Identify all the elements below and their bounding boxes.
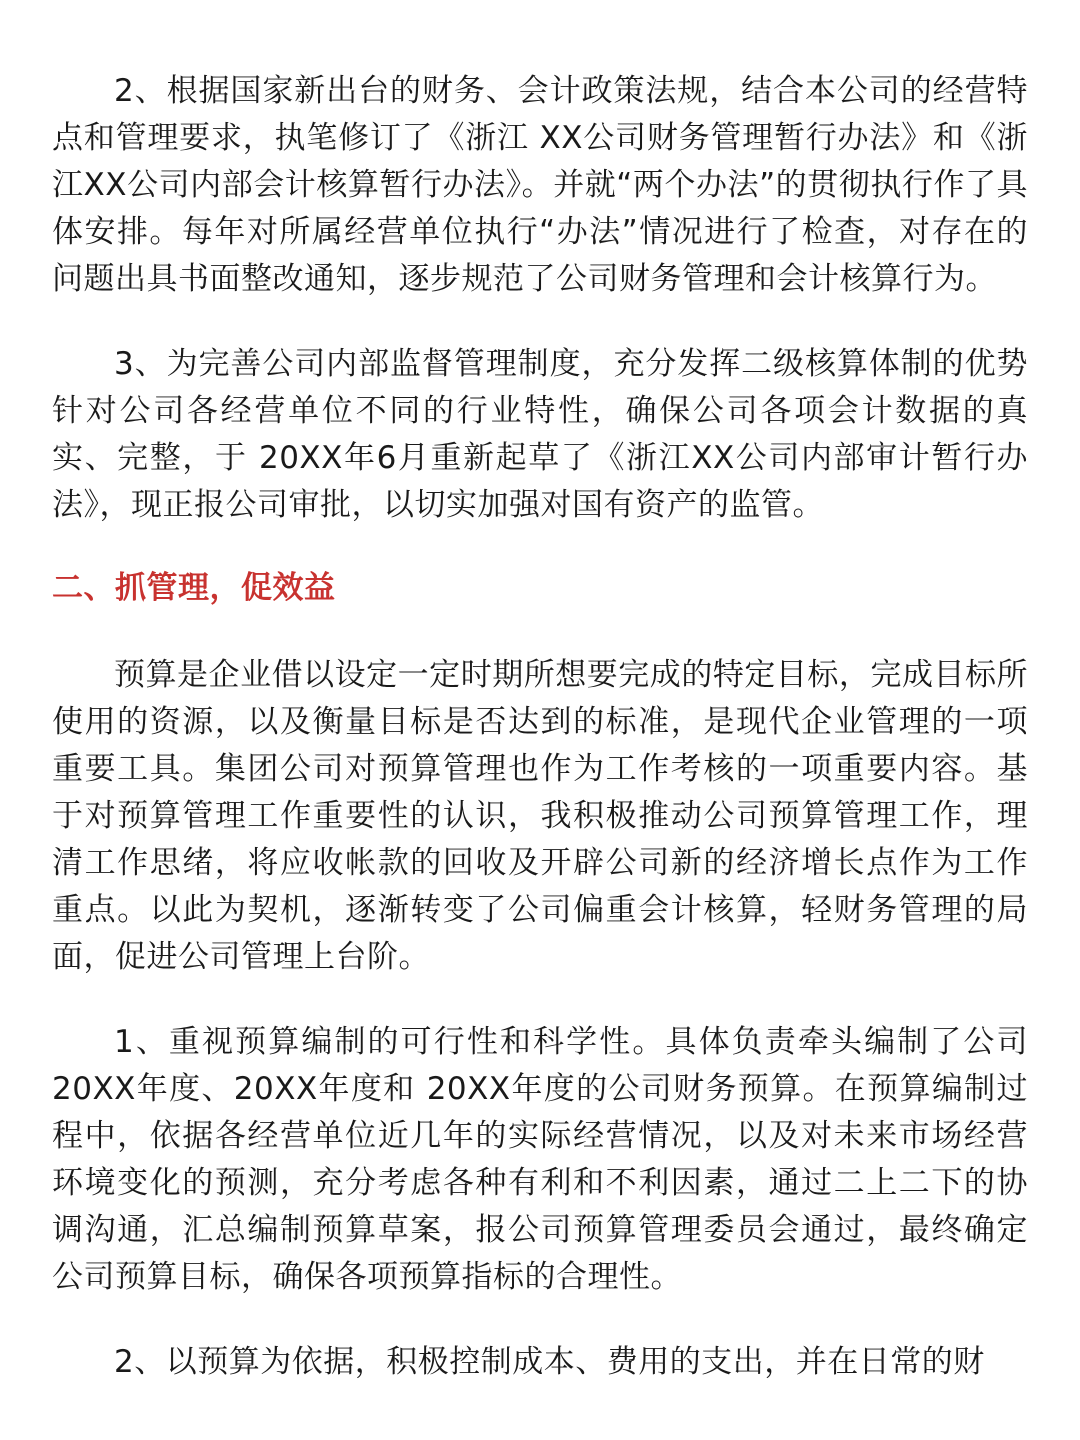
paragraph-budget-control: 2、以预算为依据，积极控制成本、费用的支出，并在日常的财 <box>114 1344 985 1380</box>
section-heading-management: 二、抓管理，促效益 <box>52 570 336 606</box>
paragraph-financial-regulations: 2、根据国家新出台的财务、会计政策法规，结合本公司的经营特点和管理要求，执笔修订了《浙江 XX公司财务管理暂行办法》和《浙江XX公司内部会计核算暂行办法》。并就“两个办法”的贯彻执行作了具体安排。每年对所属经营单位执行“办法”情况进行了检查，对存在的问题出具书面整改通知，逐步规范了公司财务管理和会计核算行为。 <box>52 73 1028 297</box>
document-page <box>52 68 1028 1386</box>
paragraph-budget-intro: 预算是企业借以设定一定时期所想要完成的特定目标，完成目标所使用的资源，以及衡量目标是否达到的标准，是现代企业管理的一项重要工具。集团公司对预算管理也作为工作考核的一项重要内容。基于对预算管理工作重要性的认识，我积极推动公司预算管理工作，理清工作思绪，将应收帐款的回收及开辟公司新的经济增长点作为工作重点。以此为契机，逐渐转变了公司偏重会计核算，轻财务管理的局面，促进公司管理上台阶。 <box>52 657 1028 975</box>
paragraph-internal-audit: 3、为完善公司内部监督管理制度，充分发挥二级核算体制的优势针对公司各经营单位不同的行业特性，确保公司各项会计数据的真实、完整，于 20XX年6月重新起草了《浙江XX公司内部审计暂行办法》，现正报公司审批，以切实加强对国有资产的监管。 <box>52 346 1028 523</box>
paragraph-budget-preparation: 1、重视预算编制的可行性和科学性。具体负责牵头编制了公司20XX年度、20XX年度和 20XX年度的公司财务预算。在预算编制过程中，依据各经营单位近几年的实际经营情况，以及对未来市场经营环境变化的预测，充分考虑各种有利和不利因素，通过二上二下的协调沟通，汇总编制预算草案，报公司预算管理委员会通过，最终确定公司预算目标，确保各项预算指标的合理性。 <box>52 1024 1028 1295</box>
